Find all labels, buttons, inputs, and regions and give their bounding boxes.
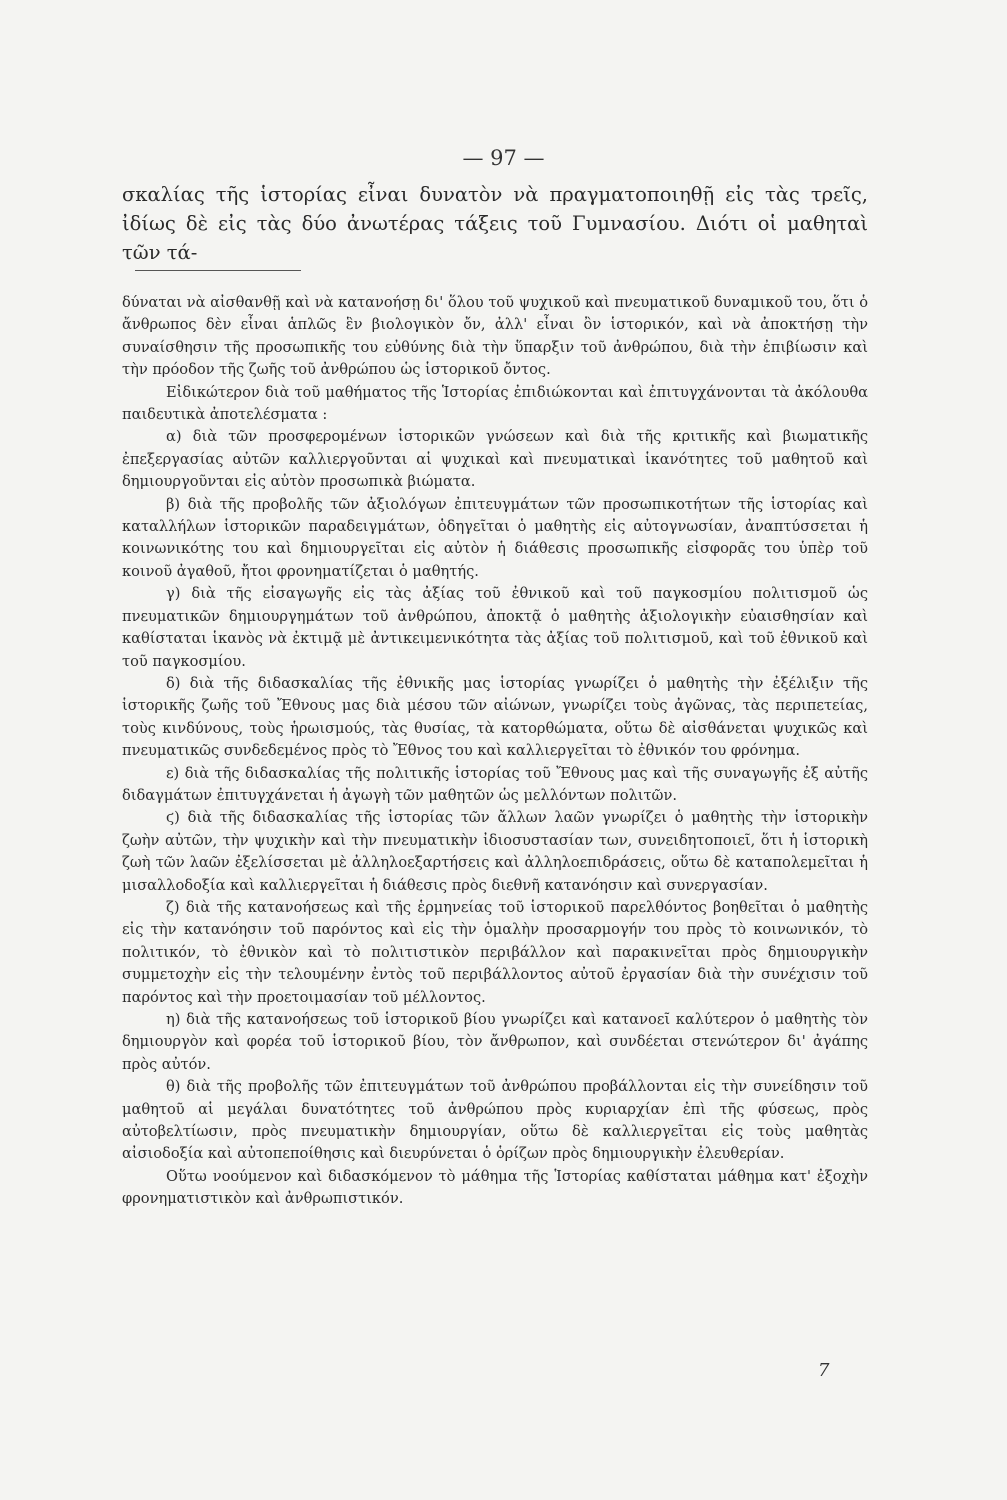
paragraph: δύναται νὰ αἰσθανθῇ καὶ νὰ κατανοήσῃ δι' ὅλου τοῦ ψυχικοῦ καὶ πνευματικοῦ δυναμικοῦ του, ὅτι ὁ ἄνθρωπος δὲν εἶναι ἁπλῶς ἓν βιολογικὸν ὄν, ἀλλ' εἶναι ὂν ἱστορικόν, καὶ νὰ ἀποκτήσῃ τὴν συναίσθησιν τῆς προσωπικῆς του εὐθύνης διὰ τὴν ὕπαρξιν τοῦ ἀνθρώπου, διὰ τὴν ἐπιβίωσιν καὶ τὴν πρόοδον τῆς ζωῆς τοῦ ἀνθρώπου ὡς ἱστορικοῦ ὄντος.	[122, 294, 868, 379]
paragraph: ϛ) διὰ τῆς διδασκαλίας τῆς ἱστορίας τῶν ἄλλων λαῶν γνωρίζει ὁ μαθητὴς τὴν ἱστορικὴν ζωὴν αὐτῶν, τὴν ψυχικὴν καὶ τὴν πνευματικὴν ἰδιοσυστασίαν των, συνειδητοποιεῖ, ὅτι ἡ ἱστορικὴ ζωὴ τῶν λαῶν ἐξελίσσεται μὲ ἀλληλοεξαρτήσεις καὶ ἀλληλοεπιδράσεις, οὕτω δὲ καταπολεμεῖται ἡ μισαλλοδοξία καὶ καλλιεργεῖται ἡ διάθεσις πρὸς διεθνῆ κατανόησιν καὶ συνεργασίαν.	[122, 809, 868, 894]
paragraph: ε) διὰ τῆς διδασκαλίας τῆς πολιτικῆς ἱστορίας τοῦ Ἔθνους μας καὶ τῆς συναγωγῆς ἐξ αὐτῆς διδαγμάτων ἐπιτυγχάνεται ἡ ἀγωγὴ τῶν μαθητῶν ὡς μελλόντων πολιτῶν.	[122, 764, 868, 804]
paragraph: β) διὰ τῆς προβολῆς τῶν ἀξιολόγων ἐπιτευγμάτων τῶν προσωπικοτήτων τῆς ἱστορίας καὶ καταλλήλων ἱστορικῶν παραδειγμάτων, ὁδηγεῖται ὁ μαθητὴς εἰς αὐτογνωσίαν, ἀναπτύσσεται ἡ κοινωνικότης του καὶ δημιουργεῖται εἰς αὐτὸν ἡ διάθεσις προσωπικῆς εἰσφορᾶς του ὑπὲρ τοῦ κοινοῦ ἀγαθοῦ, ἤτοι φρονηματίζεται ὁ μαθητής.	[122, 495, 868, 580]
signature-mark: 7	[818, 1360, 830, 1381]
paragraph: η) διὰ τῆς κατανοήσεως τοῦ ἱστορικοῦ βίου γνωρίζει καὶ κατανοεῖ καλύτερον ὁ μαθητὴς τὸν δημιουργὸν καὶ φορέα τοῦ ἱστορικοῦ βίου, τὸν ἄνθρωπον, καὶ συνδέεται στενώτερον δι' ἀγάπης πρὸς αὐτόν.	[122, 1011, 868, 1073]
paragraph: α) διὰ τῶν προσφερομένων ἱστορικῶν γνώσεων καὶ διὰ τῆς κριτικῆς καὶ βιωματικῆς ἐπεξεργασίας αὐτῶν καλλιεργοῦνται αἱ ψυχικαὶ καὶ πνευματικαὶ ἱκανότητες τοῦ μαθητοῦ καὶ δημιουργοῦνται εἰς αὐτὸν προσωπικὰ βιώματα.	[122, 428, 868, 491]
page-number: — 97 —	[462, 146, 545, 170]
paragraph: θ) διὰ τῆς προβολῆς τῶν ἐπιτευγμάτων τοῦ ἀνθρώπου προβάλλονται εἰς τὴν συνείδησιν τοῦ μαθητοῦ αἱ μεγάλαι δυνατότητες τοῦ ἀνθρώπου πρὸς κυριαρχίαν ἐπὶ τῆς φύσεως, πρὸς αὐτοβελτίωσιν, πρὸς πνευματικὴν δημιουργίαν, οὕτω δὲ καλλιεργεῖται εἰς τοὺς μαθητὰς αἰσιοδοξία καὶ αὐτοπεποίθησις καὶ διευρύνεται ὁ ὁρίζων πρὸς δημιουργικὴν ἐλευθερίαν.	[122, 1078, 868, 1163]
footnote-divider	[135, 270, 301, 271]
body-text	[122, 292, 868, 1211]
paragraph: Οὕτω νοούμενον καὶ διδασκόμενον τὸ μάθημα τῆς Ἱστορίας καθίσταται μάθημα κατ' ἐξοχὴν φρονηματιστικὸν καὶ ἀνθρωπιστικόν.	[122, 1167, 868, 1208]
intro-text: σκαλίας τῆς ἱστορίας εἶναι δυνατὸν νὰ πραγματοποιηθῇ εἰς τὰς τρεῖς, ἰδίως δὲ εἰς τὰς δύο ἀνωτέρας τάξεις τοῦ Γυμνασίου. Διότι οἱ μαθηταὶ τῶν τά-	[122, 183, 868, 264]
paragraph: Εἰδικώτερον διὰ τοῦ μαθήματος τῆς Ἱστορίας ἐπιδιώκονται καὶ ἐπιτυγχάνονται τὰ ἀκόλουθα παιδευτικὰ ἀποτελέσματα :	[122, 383, 868, 424]
paragraph: δ) διὰ τῆς διδασκαλίας τῆς ἐθνικῆς μας ἱστορίας γνωρίζει ὁ μαθητὴς τὴν ἐξέλιξιν τῆς ἱστορικῆς ζωῆς τοῦ Ἔθνους μας διὰ μέσου τῶν αἰώνων, γνωρίζει τοὺς ἀγῶνας, τὰς περιπετείας, τοὺς κινδύνους, τοὺς ἡρωισμούς, τὰς θυσίας, τὰ κατορθώματα, οὕτω δὲ αἰσθάνεται ψυχικῶς καὶ πνευματικῶς συνδεδεμένος πρὸς τὸ Ἔθνος του καὶ καλλιεργεῖται τὸ ἐθνικόν του φρόνημα.	[122, 674, 868, 760]
paragraph: ζ) διὰ τῆς κατανοήσεως καὶ τῆς ἑρμηνείας τοῦ ἱστορικοῦ παρελθόντος βοηθεῖται ὁ μαθητὴς εἰς τὴν κατανόησιν τοῦ παρόντος καὶ εἰς τὴν ὁμαλὴν προσαρμογήν του πρὸς τὸ κοινωνικόν, τὸ πολιτικόν, τὸ ἐθνικὸν καὶ τὸ πολιτιστικὸν περιβάλλον καὶ παρακινεῖται πρὸς δημιουργικὴν συμμετοχὴν εἰς τὴν τελουμένην ἐντὸς τοῦ περιβάλλοντος αὐτοῦ ἐργασίαν διὰ τὴν συνέχισιν τοῦ παρόντος καὶ τὴν προετοιμασίαν τοῦ μέλλοντος.	[122, 898, 868, 1006]
paragraph: γ) διὰ τῆς εἰσαγωγῆς εἰς τὰς ἀξίας τοῦ ἐθνικοῦ καὶ τοῦ παγκοσμίου πολιτισμοῦ ὡς πνευματικῶν δημιουργημάτων τοῦ ἀνθρώπου, ἀποκτᾷ ὁ μαθητὴς ἀξιολογικὴν εὐαισθησίαν καὶ καθίσταται ἱκανὸς νὰ ἐκτιμᾷ μὲ ἀντικειμενικότητα τὰς ἀξίας τοῦ πολιτισμοῦ, καὶ τοῦ ἐθνικοῦ καὶ τοῦ παγκοσμίου.	[122, 585, 868, 670]
